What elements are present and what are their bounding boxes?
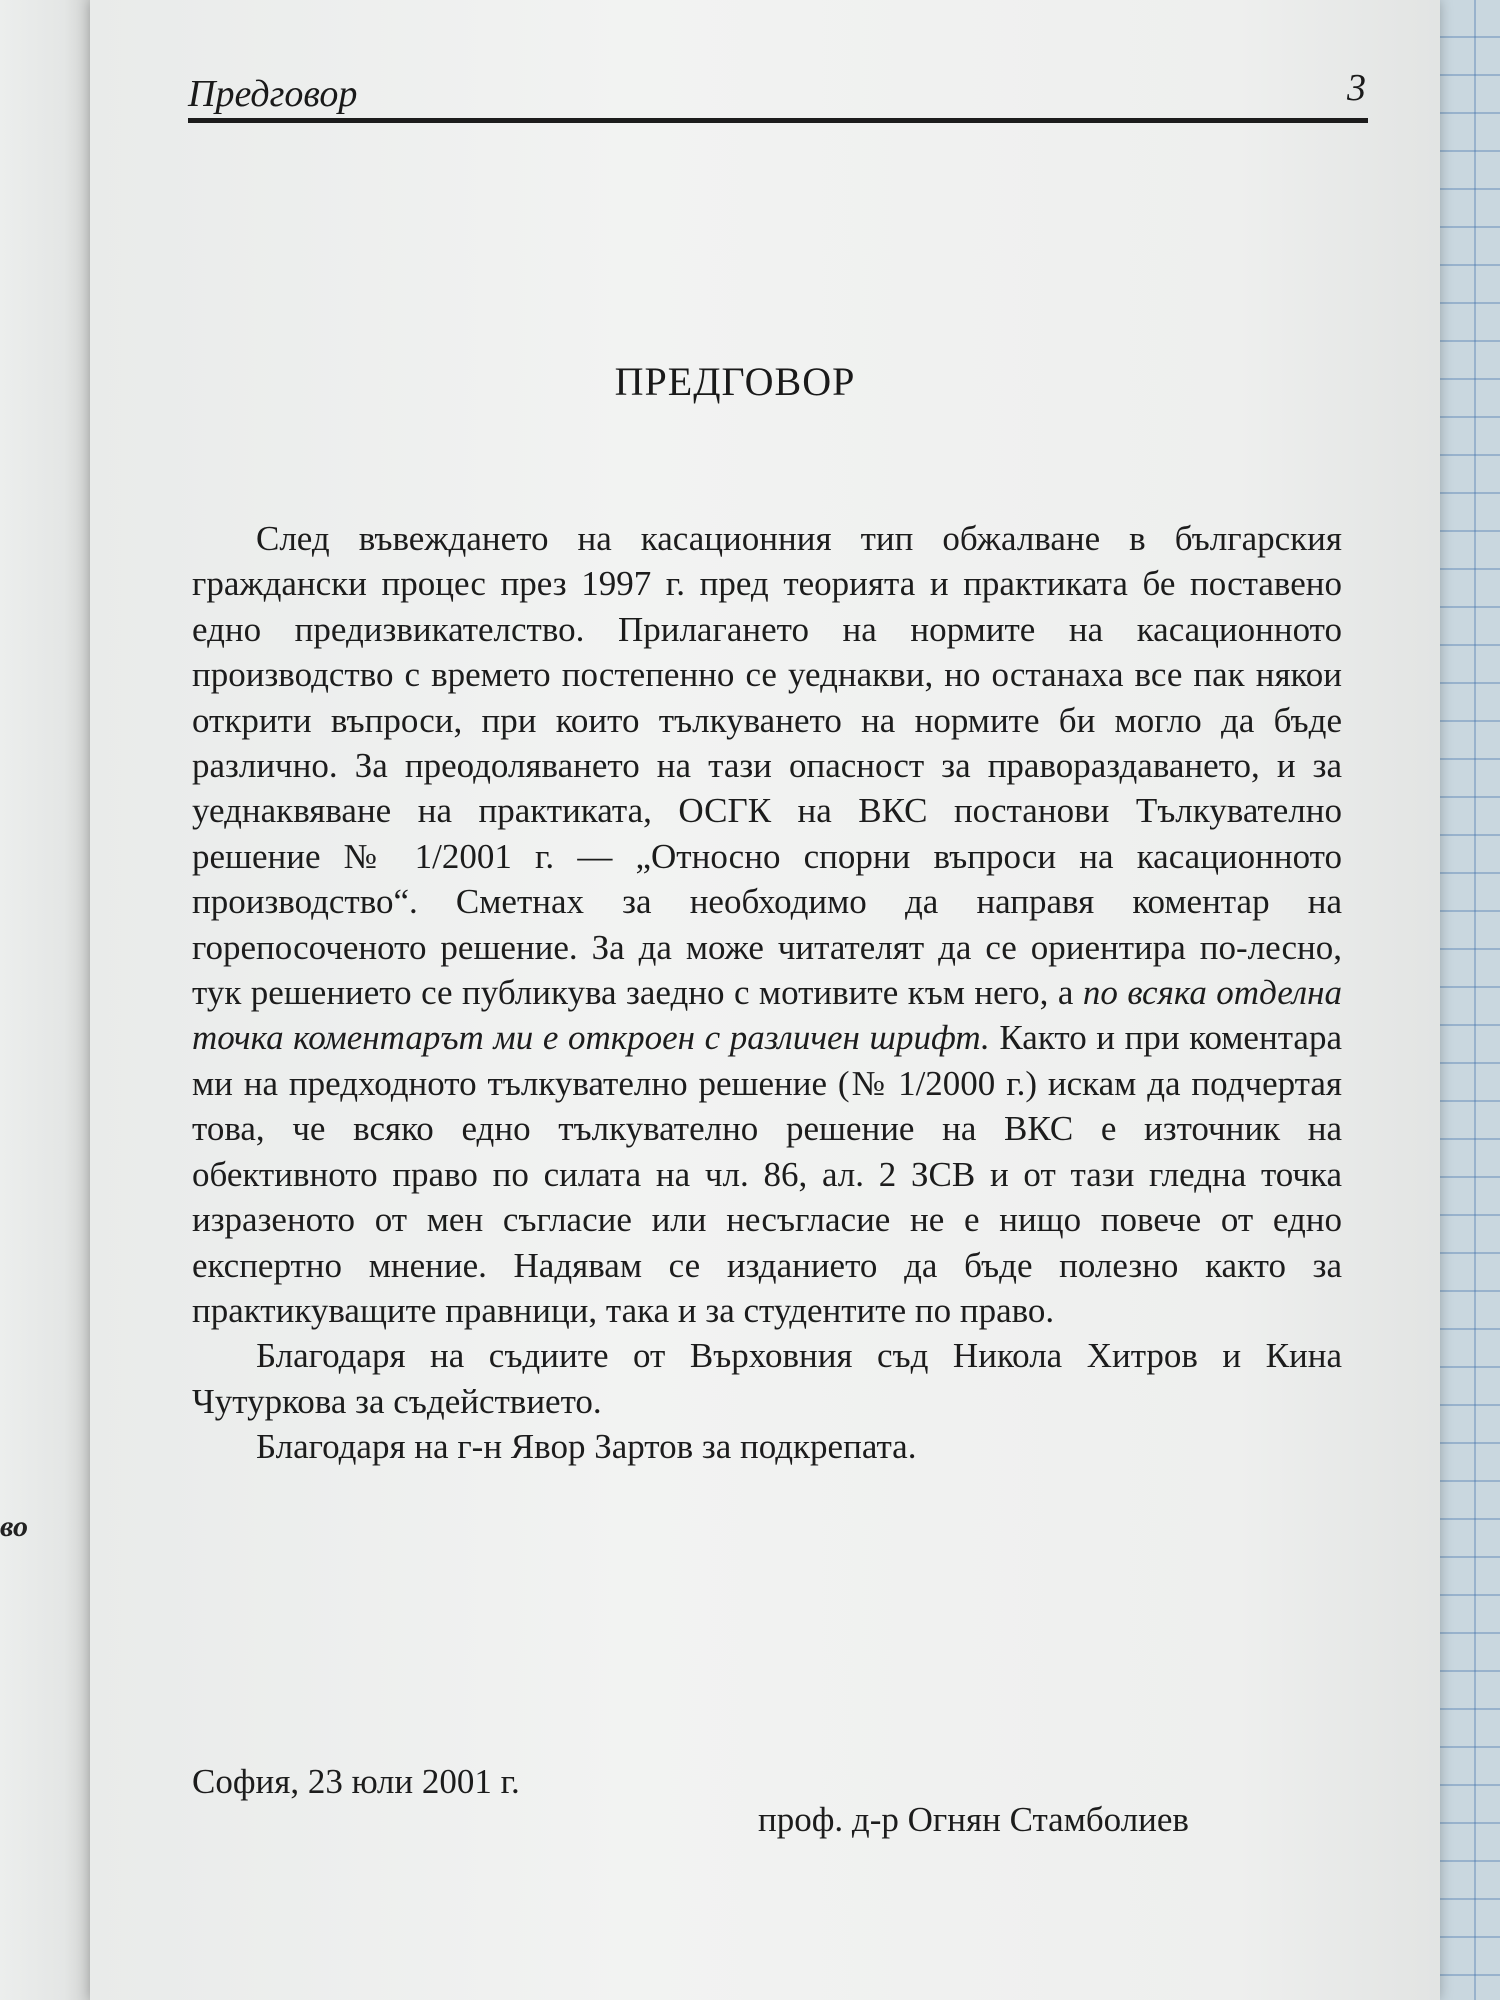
page-number: 3 — [1347, 67, 1366, 109]
adjacent-page-text-fragment: во — [0, 1510, 29, 1543]
paragraph-3: Благодаря на г-н Явор Зартов за подкрепата. — [256, 1427, 917, 1467]
paragraph-1-text: След въвеждането на касационния тип обжалване в българския граждански процес през 1997 г. пред теорията и практиката бе поставено едно предизвикателство. Прилагането на нормите на касационното производство с времето постепенно се уеднакви, но останаха все пак някои открити въпроси, при които тълкуването на нормите би могло да бъде различно. За преодоляването на тази опасност за правораздаването, и за уеднаквяване на практиката, ОСГК на ВКС постанови Тълкувателно решение № 1/2001 г. — „Относно спорни въпроси на касационното производство“. Сметнах за необходимо да направя коментар на горепосоченото решение. За да може читателят да се ориентира по-лесно, тук решението се публикува заедно с мотивите към него, а — [192, 519, 1342, 1013]
chapter-heading: ПРЕДГОВОР — [614, 359, 856, 404]
paragraph-2: Благодаря на съдиите от Върховния съд Никола Хитров и Кина Чутуркова за съдействието. — [192, 1336, 1342, 1421]
paragraph-1 — [192, 516, 1342, 1333]
paragraph-1-italic-text: по всяка отделна точка коментарът ми е откроен с различен шрифт. — [192, 973, 1343, 1058]
body-text — [192, 516, 1342, 1470]
book-page — [90, 0, 1440, 2000]
paragraph-1-text-continued: Както и при коментара ми на предходното тълкувателно решение (№ 1/2000 г.) искам да подчертая това, че всяко едно тълкувателно решение на ВКС е източник на обективното право по силата на чл. 86, ал. 2 ЗСВ и от тази гледна точка изразеното от мен съгласие или несъгласие не е нищо повече от едно експертно мнение. Надявам се изданието да бъде полезно както за практикуващите правници, така и за студентите по право. — [192, 1018, 1342, 1330]
running-header — [188, 68, 1368, 123]
adjacent-page — [0, 0, 92, 2000]
author-signature: проф. д-р Огнян Стамболиев — [758, 1800, 1189, 1839]
place-and-date: София, 23 юли 2001 г. — [192, 1762, 520, 1801]
running-title: Предговор — [188, 73, 358, 115]
